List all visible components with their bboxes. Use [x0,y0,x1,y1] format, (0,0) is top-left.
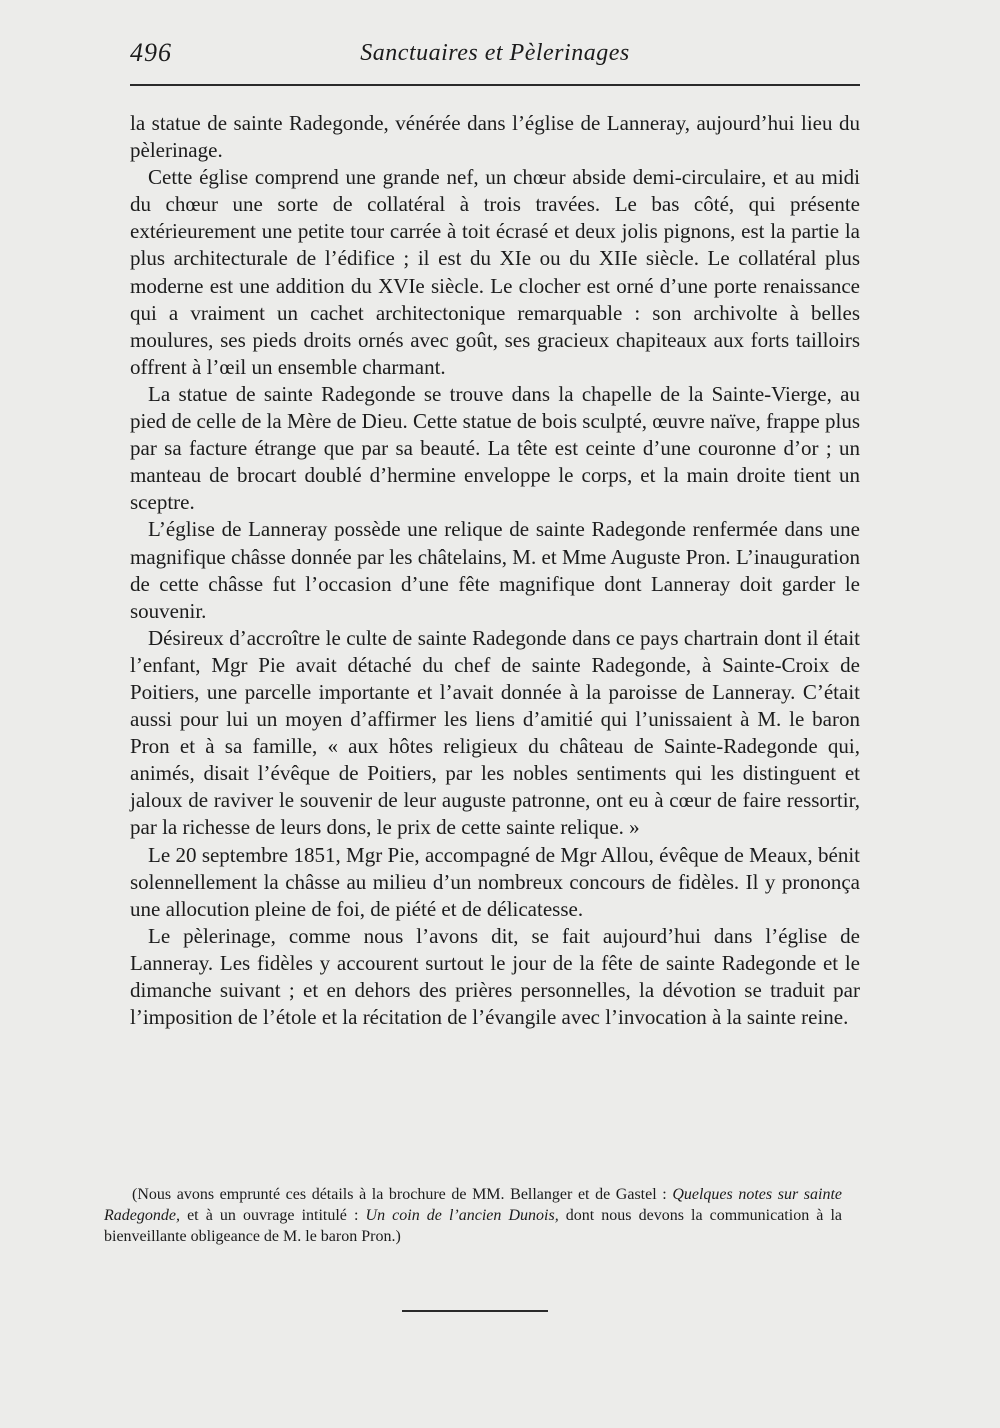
paragraph: La statue de sainte Radegonde se trouve dans la chapelle de la Sainte-Vierge, au pied de celle de la Mère de Dieu. Cette statue de bois sculpté, œuvre naïve, frappe plus par sa facture étrange que par sa beauté. La tête est ceinte d’une couronne d’or ; un manteau de brocart doublé d’hermine enveloppe le corps, et la main droite tient un sceptre. [130,381,860,515]
paragraph: la statue de sainte Radegonde, vénérée dans l’église de Lanneray, aujourd’hui lieu du pèlerinage. [130,111,860,163]
note-text: et à un ouvrage intitulé : [179,1207,366,1224]
note-title-brochure: Quelques notes sur sainte Radegonde, [104,1186,843,1224]
header-rule [130,84,860,86]
paragraph: Le 20 septembre 1851, Mgr Pie, accompagné de Mgr Allou, évêque de Meaux, bénit solennellement la châsse au milieu d’un nombreux concours de fidèles. Il y prononça une allocution pleine de foi, de piété et de délicatesse. [130,842,860,921]
body-text [130,110,860,1031]
note-title-ouvrage: Un coin de l’ancien Dunois, [365,1207,559,1224]
note-text: (Nous avons emprunté ces détails à la brochure de MM. Bellanger et de Gastel : [132,1186,673,1203]
source-note [104,1184,842,1247]
note-text: dont nous devons la communication à la bienveillante obligeance de M. le baron Pron.) [104,1207,843,1245]
page-header [130,38,860,78]
page-number: 496 [130,38,172,67]
running-title: Sanctuaires et Pèlerinages [360,40,630,66]
note-paragraph [104,1184,842,1247]
end-rule [402,1310,548,1312]
paragraph: Désireux d’accroître le culte de sainte Radegonde dans ce pays chartrain dont il était l’enfant, Mgr Pie avait détaché du chef de sainte Radegonde, à Sainte-Croix de Poitiers, une parcelle importante et l’avait donnée à la paroisse de Lanneray. C’était aussi pour lui un moyen d’affirmer les liens d’amitié qui l’unissaient à M. le baron Pron et à sa famille, « aux hôtes religieux du château de Sainte-Radegonde qui, animés, disait l’évêque de Poitiers, par les nobles sentiments qui les distinguent et jaloux de raviver le souvenir de leur auguste patronne, ont eu à cœur de faire ressortir, par la richesse de leurs dons, le prix de cette sainte relique. » [130,625,860,840]
paragraph: L’église de Lanneray possède une relique de sainte Radegonde renfermée dans une magnifique châsse donnée par les châtelains, M. et Mme Auguste Pron. L’inauguration de cette châsse fut l’occasion d’une fête magnifique dont Lanneray doit garder le souvenir. [130,517,860,623]
paragraph: Cette église comprend une grande nef, un chœur abside demi-circulaire, et au midi du chœur une sorte de collatéral à trois travées. Le bas côté, qui présente extérieurement une petite tour carrée à toit écrasé et deux jolis pignons, est la partie la plus architecturale de l’édifice ; il est du XIe ou du XIIe siècle. Le collatéral plus moderne est une addition du XVIe siècle. Le clocher est orné d’une porte renaissance qui a vraiment un cachet architectonique remarquable : son archivolte à belles moulures, ses pieds droits ornés avec goût, ses gracieux chapiteaux aux forts tailloirs offrent à l’œil un ensemble charmant. [130,165,860,379]
paragraph: Le pèlerinage, comme nous l’avons dit, se fait aujourd’hui dans l’église de Lanneray. Les fidèles y accourent surtout le jour de la fête de sainte Radegonde et le dimanche suivant ; et en dehors des prières personnelles, la dévotion se traduit par l’imposition de l’étole et la récitation de l’évangile avec l’invocation à la sainte reine. [130,923,860,1030]
